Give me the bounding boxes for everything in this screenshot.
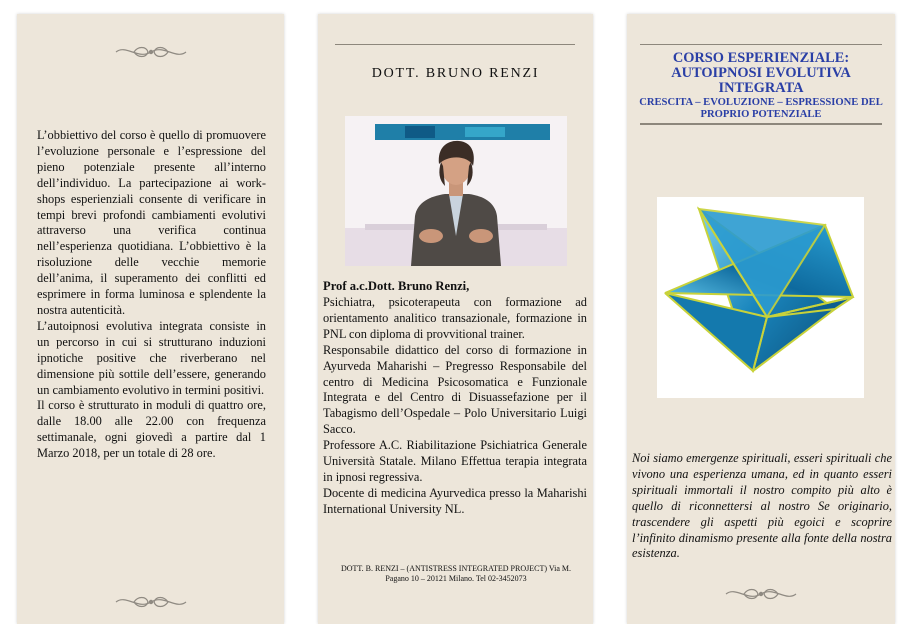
bio-text bbox=[323, 295, 587, 518]
quote-text: Noi siamo emergenze spirituali, esseri spirituali che vivono una esperienza umana, ed in quanto esseri spirituali immortali il nostro compito più alto è quello di riconnettersi al nostro Se originario, trascendere gli aspetti più egoici e scoprire l’infinito dinamismo presente alla fonte della nostra esistenza. bbox=[632, 451, 892, 561]
subtitle-line: PROPRIO POTENZIALE bbox=[700, 108, 822, 120]
merkaba-star-icon bbox=[657, 197, 864, 398]
course-title bbox=[627, 51, 895, 96]
description-paragraph: L’obbiettivo del corso è quello di promuovere l’evoluzione personale e l’espressione del pieno potenziale presente all’interno dell’individuo. La partecipazione ai work-shops esperienziali consente di verificare in tempi brevi profondi cambiamenti evolutivi attraverso una verifica continua nell’esperienza quotidiana. L’obbiettivo è la risoluzione delle vecchie memorie dell’anima, il superamento dei conflitti ed esprimere in forma luminosa e splendente la nostra autenticità. bbox=[37, 128, 266, 317]
divider bbox=[640, 44, 882, 45]
bio-paragraph: Professore A.C. Riabilitazione Psichiatrica Generale Università Statale. Milano Effettua terapia integrata in ipnosi regressiva. bbox=[323, 438, 587, 484]
bio-heading: Prof a.c.Dott. Bruno Renzi, bbox=[323, 279, 470, 293]
bio-paragraph: Psichiatra, psicoterapeuta con formazione ad orientamento analitico transazionale, formazione in PNL con diploma di provvitional trainer. bbox=[323, 295, 587, 341]
divider bbox=[640, 123, 882, 125]
subtitle-line: CRESCITA – EVOLUZIONE – ESPRESSIONE DEL bbox=[639, 97, 883, 108]
course-description bbox=[37, 128, 266, 462]
divider bbox=[335, 44, 575, 45]
doctor-photo bbox=[345, 116, 567, 266]
ornament-flourish-icon bbox=[114, 594, 188, 610]
contact-address bbox=[326, 564, 586, 584]
address-line: Pagano 10 – 20121 Milano. Tel 02-3452073 bbox=[385, 573, 527, 583]
title-line: CORSO ESPERIENZIALE: bbox=[672, 50, 850, 66]
doctor-name: DOTT. BRUNO RENZI bbox=[371, 66, 540, 81]
address-line: DOTT. B. RENZI – (ANTISTRESS INTEGRATED PROJECT) Via M. bbox=[340, 564, 572, 573]
brochure-panel-middle bbox=[318, 14, 593, 624]
description-paragraph: Il corso è strutturato in moduli di quattro ore, dalle 18.00 alle 22.00 con frequenza settimanale, ogni giovedì a partire dal 1 Marzo 2018, per un totale di 28 ore. bbox=[37, 398, 266, 461]
title-line: INTEGRATA bbox=[718, 80, 804, 96]
bio-paragraph: Responsabile didattico del corso di formazione in Ayurveda Maharishi – Pregresso Responsabile del centro di Medicina Psicosomatica e Funzionale Integrata e del Centro di Disuassefazione per il Tabagismo dell’Ospedale – Polo Universitario Luigi Sacco. bbox=[323, 342, 587, 437]
bio-paragraph: Docente di medicina Ayurvedica presso la Maharishi International University NL. bbox=[323, 485, 587, 516]
course-subtitle bbox=[627, 97, 895, 120]
brochure-panel-left bbox=[17, 14, 284, 624]
description-paragraph: L’autoipnosi evolutiva integrata consiste in un percorso in cui si strutturano induzioni ipnotiche positive che riverberano nel dimensione più sottile dell’essere, generando un cambiamento evolutivo in termini positivi. bbox=[37, 318, 266, 397]
ornament-flourish-icon bbox=[724, 586, 798, 602]
brochure-panel-right bbox=[627, 14, 895, 624]
ornament-flourish-icon bbox=[114, 44, 188, 60]
title-line: AUTOIPNOSI EVOLUTIVA bbox=[671, 65, 851, 81]
